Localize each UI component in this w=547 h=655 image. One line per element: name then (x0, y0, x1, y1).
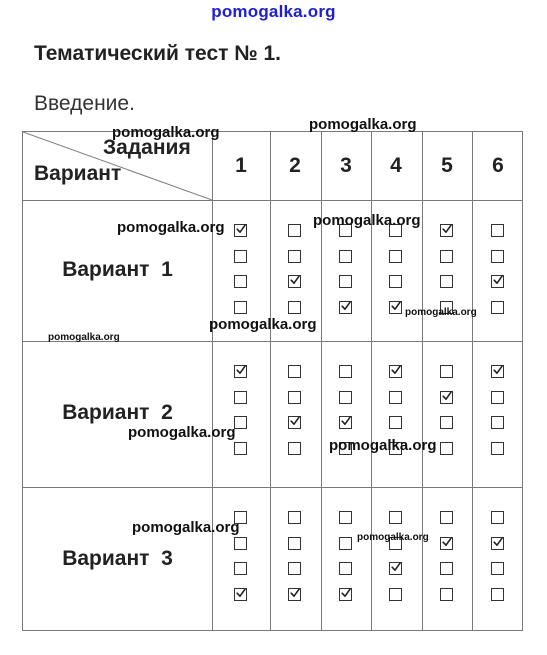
answer-checkbox[interactable] (389, 511, 402, 524)
variant-name-label: Вариант 2 (62, 401, 173, 424)
watermark-text: pomogalka.org (128, 424, 236, 441)
watermark-text: pomogalka.org (132, 519, 240, 536)
table-column-divider (371, 132, 372, 630)
page-subtitle: Введение. (34, 92, 135, 115)
answer-checkbox[interactable] (288, 537, 301, 550)
answer-checkbox-checked[interactable] (339, 301, 352, 314)
page-title: Тематический тест № 1. (34, 42, 281, 65)
answer-checkbox[interactable] (234, 537, 247, 550)
watermark-text: pomogalka.org (357, 532, 429, 543)
answer-checkbox[interactable] (339, 537, 352, 550)
table-row-divider (23, 200, 522, 201)
tasks-column-label: Задания (103, 136, 191, 159)
answer-checkbox-checked[interactable] (440, 391, 453, 404)
answer-checkbox[interactable] (491, 250, 504, 263)
answer-checkbox[interactable] (491, 442, 504, 455)
answer-checkbox[interactable] (339, 275, 352, 288)
table-column-divider (472, 132, 473, 630)
table-column-divider (422, 132, 423, 630)
answer-checkbox[interactable] (491, 416, 504, 429)
answer-checkbox[interactable] (440, 275, 453, 288)
answer-checkbox[interactable] (389, 416, 402, 429)
answer-checkbox[interactable] (491, 511, 504, 524)
answer-table (22, 131, 523, 631)
variant-row-label: Вариант (34, 162, 122, 185)
answer-checkbox[interactable] (234, 391, 247, 404)
answer-checkbox[interactable] (234, 301, 247, 314)
answer-checkbox-checked[interactable] (234, 365, 247, 378)
answer-checkbox[interactable] (389, 250, 402, 263)
answer-checkbox[interactable] (440, 511, 453, 524)
answer-checkbox[interactable] (339, 391, 352, 404)
task-number-header: 2 (289, 154, 301, 177)
answer-checkbox[interactable] (339, 250, 352, 263)
answer-checkbox[interactable] (288, 562, 301, 575)
answer-checkbox[interactable] (440, 562, 453, 575)
watermark-text: pomogalka.org (48, 332, 120, 343)
answer-checkbox[interactable] (339, 562, 352, 575)
answer-checkbox[interactable] (288, 224, 301, 237)
answer-checkbox[interactable] (440, 250, 453, 263)
answer-checkbox[interactable] (339, 511, 352, 524)
answer-checkbox[interactable] (389, 391, 402, 404)
watermark-text: pomogalka.org (405, 307, 477, 318)
answer-checkbox-checked[interactable] (389, 301, 402, 314)
answer-checkbox[interactable] (389, 588, 402, 601)
answer-checkbox[interactable] (234, 562, 247, 575)
answer-checkbox-checked[interactable] (491, 365, 504, 378)
answer-checkbox[interactable] (234, 250, 247, 263)
answer-checkbox-checked[interactable] (339, 416, 352, 429)
answer-checkbox[interactable] (288, 250, 301, 263)
answer-checkbox[interactable] (440, 442, 453, 455)
answer-checkbox-checked[interactable] (288, 588, 301, 601)
task-number-header: 1 (235, 154, 247, 177)
task-number-header: 4 (390, 154, 402, 177)
answer-checkbox-checked[interactable] (339, 588, 352, 601)
table-row-divider (23, 487, 522, 488)
table-corner-cell (23, 132, 212, 200)
answer-checkbox[interactable] (440, 588, 453, 601)
task-number-header: 3 (340, 154, 352, 177)
watermark-text: pomogalka.org (112, 124, 220, 141)
watermark-text: pomogalka.org (329, 437, 437, 454)
answer-checkbox[interactable] (491, 562, 504, 575)
answer-checkbox-checked[interactable] (234, 588, 247, 601)
answer-checkbox-checked[interactable] (234, 224, 247, 237)
answer-checkbox[interactable] (288, 511, 301, 524)
answer-checkbox-checked[interactable] (389, 562, 402, 575)
answer-checkbox[interactable] (389, 275, 402, 288)
answer-checkbox[interactable] (234, 442, 247, 455)
answer-checkbox[interactable] (440, 365, 453, 378)
answer-checkbox[interactable] (288, 301, 301, 314)
answer-checkbox-checked[interactable] (288, 416, 301, 429)
answer-checkbox-checked[interactable] (440, 224, 453, 237)
watermark-text: pomogalka.org (117, 219, 225, 236)
table-column-divider (270, 132, 271, 630)
answer-checkbox[interactable] (288, 442, 301, 455)
answer-checkbox[interactable] (491, 391, 504, 404)
watermark-text: pomogalka.org (313, 212, 421, 229)
answer-checkbox-checked[interactable] (440, 537, 453, 550)
answer-checkbox[interactable] (440, 416, 453, 429)
answer-checkbox[interactable] (234, 275, 247, 288)
site-header: pomogalka.org (211, 2, 336, 21)
answer-checkbox[interactable] (491, 224, 504, 237)
answer-checkbox[interactable] (288, 365, 301, 378)
variant-name-label: Вариант 3 (62, 546, 173, 570)
answer-checkbox[interactable] (491, 588, 504, 601)
variant-name-label: Вариант 1 (62, 257, 173, 281)
table-column-divider (321, 132, 322, 630)
watermark-text: pomogalka.org (309, 116, 417, 133)
answer-checkbox-checked[interactable] (389, 365, 402, 378)
answer-checkbox[interactable] (234, 416, 247, 429)
answer-checkbox[interactable] (491, 301, 504, 314)
answer-checkbox[interactable] (339, 365, 352, 378)
task-number-header: 5 (441, 154, 453, 177)
answer-checkbox-checked[interactable] (491, 537, 504, 550)
answer-checkbox-checked[interactable] (288, 275, 301, 288)
answer-checkbox-checked[interactable] (491, 275, 504, 288)
answer-checkbox[interactable] (288, 391, 301, 404)
table-column-divider (212, 132, 213, 630)
task-number-header: 6 (492, 154, 504, 177)
watermark-text: pomogalka.org (209, 316, 317, 333)
